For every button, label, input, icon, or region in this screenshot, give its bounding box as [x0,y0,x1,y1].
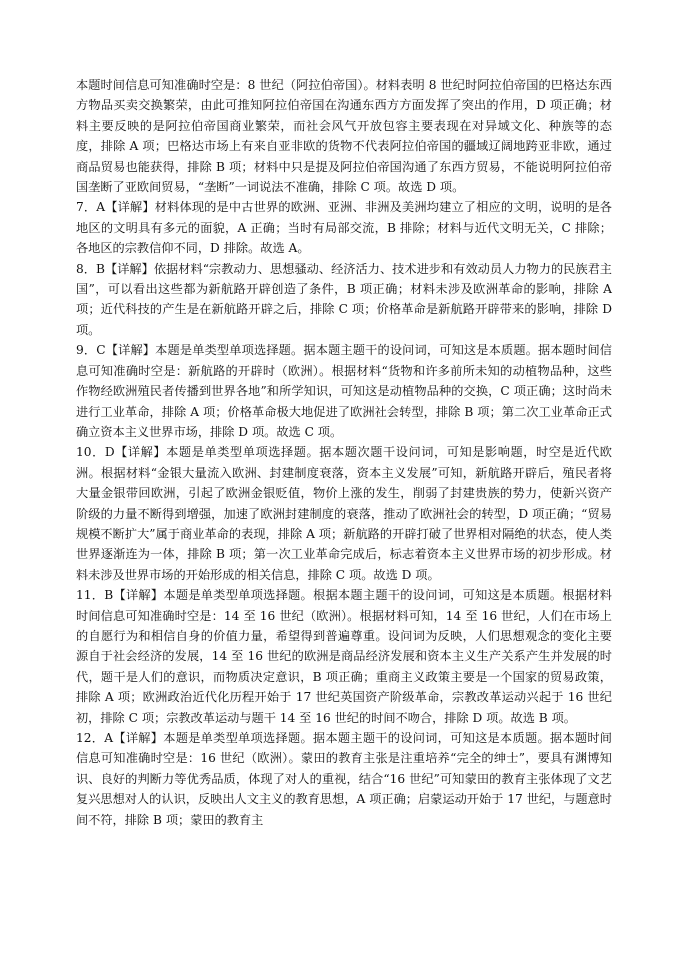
paragraph-q6-continued: 本题时间信息可知准确时空是：8 世纪（阿拉伯帝国）。材料表明 8 世纪时阿拉伯帝国的巴格达东西方物品买卖交换繁荣，由此可推知阿拉伯帝国在沟通东西方方面发挥了突出的作用，D 项正确；材料主要反映的是阿拉伯帝国商业繁荣，而社会风气开放包容主要表现在对异域文化、种族等的态度，排除 A 项；巴格达市场上有来自亚非欧的货物不代表阿拉伯帝国的疆域辽阔地跨亚非欧，通过商品贸易也能获得，排除 B 项；材料中只是提及阿拉伯帝国沟通了东西方贸易，不能说明阿拉伯帝国垄断了亚欧间贸易，“垄断”一词说法不准确，排除 C 项。故选 D 项。 [76,78,612,195]
paragraph-q11: 11．B【详解】本题是单类型单项选择题。根据本题主题干的设问词，可知这是本质题。根据材料时间信息可知准确时空是：14 至 16 世纪（欧洲）。根据材料可知，14 至 16 世纪，人们在市场上的自愿行为和相信自身的价值力量，希望得到普遍尊重。设问词为反映，人们思想观念的变化主要源自于社会经济的发展，14 至 16 世纪的欧洲是商品经济发展和资本主义生产关系产生并发展的时代，题干是人们的意识，而物质决定意识，B 项正确；重商主义政策主要是一个国家的贸易政策，排除 A 项；欧洲政治近代化历程开始于 17 世纪英国资产阶级革命，宗教改革运动兴起于 16 世纪初，排除 C 项；宗教改革运动与题干 14 至 16 世纪的时间不吻合，排除 D 项。故选 B 项。 [76,588,612,725]
paragraph-q7: 7．A【详解】材料体现的是中古世界的欧洲、亚洲、非洲及美洲均建立了相应的文明，说明的是各地区的文明具有多元的面貌，A 正确；当时有局部交流，B 排除；材料与近代文明无关，C 排除；各地区的宗教信仰不同，D 排除。故选 A。 [76,200,612,256]
paragraph-q12: 12．A【详解】本题是单类型单项选择题。据本题主题干的设问词，可知这是本质题。据本题时间信息可知准确时空是：16 世纪（欧洲）。蒙田的教育主张是注重培养“完全的绅士”，要具有渊博知识、良好的判断力等优秀品质，体现了对人的重视，结合“16 世纪”可知蒙田的教育主张体现了文艺复兴思想对人的认识，反映出人文主义的教育思想，A 项正确；启蒙运动开始于 17 世纪，与题意时间不符，排除 B 项；蒙田的教育主 [76,731,612,827]
paragraph-q10: 10．D【详解】本题是单类型单项选择题。据本题次题干设问词，可知是影响题，时空是近代欧洲。根据材料“金银大量流入欧洲、封建制度衰落，资本主义发展”可知，新航路开辟后，殖民者将大量金银带回欧洲，引起了欧洲金银贬值，物价上涨的发生，削弱了封建贵族的势力，使新兴资产阶级的力量不断得到增强，加速了欧洲封建制度的衰落，推动了欧洲社会的转型，D 项正确；“贸易规模不断扩大”属于商业革命的表现，排除 A 项；新航路的开辟打破了世界相对隔绝的状态，使人类世界逐渐连为一体，排除 B 项；第一次工业革命完成后，标志着资本主义世界市场的初步形成。材料未涉及世界市场的开始形成的相关信息，排除 C 项。故选 D 项。 [76,445,612,582]
paragraph-q8: 8．B【详解】依据材料“宗教动力、思想骚动、经济活力、技术进步和有效动员人力物力的民族君主国”，可以看出这些都为新航路开辟创造了条件，B 项正确；材料未涉及欧洲革命的影响，排除 A 项；近代科技的产生是在新航路开辟之后，排除 C 项；价格革命是新航路开辟带来的影响，排除 D 项。 [76,261,612,337]
paragraph-q9: 9．C【详解】本题是单类型单项选择题。据本题主题干的设问词，可知这是本质题。据本题时间信息可知准确时空是：新航路的开辟时（欧洲）。根据材料“货物和许多前所未知的动植物品种，这些作物经欧洲殖民者传播到世界各地”和所学知识，可知这是动植物品种的交换，C 项正确；这时尚未进行工业革命，排除 A 项；价格革命极大地促进了欧洲社会转型，排除 B 项；第二次工业革命正式确立资本主义世界市场，排除 D 项。故选 C 项。 [76,343,612,439]
answer-explanations [76,75,612,830]
